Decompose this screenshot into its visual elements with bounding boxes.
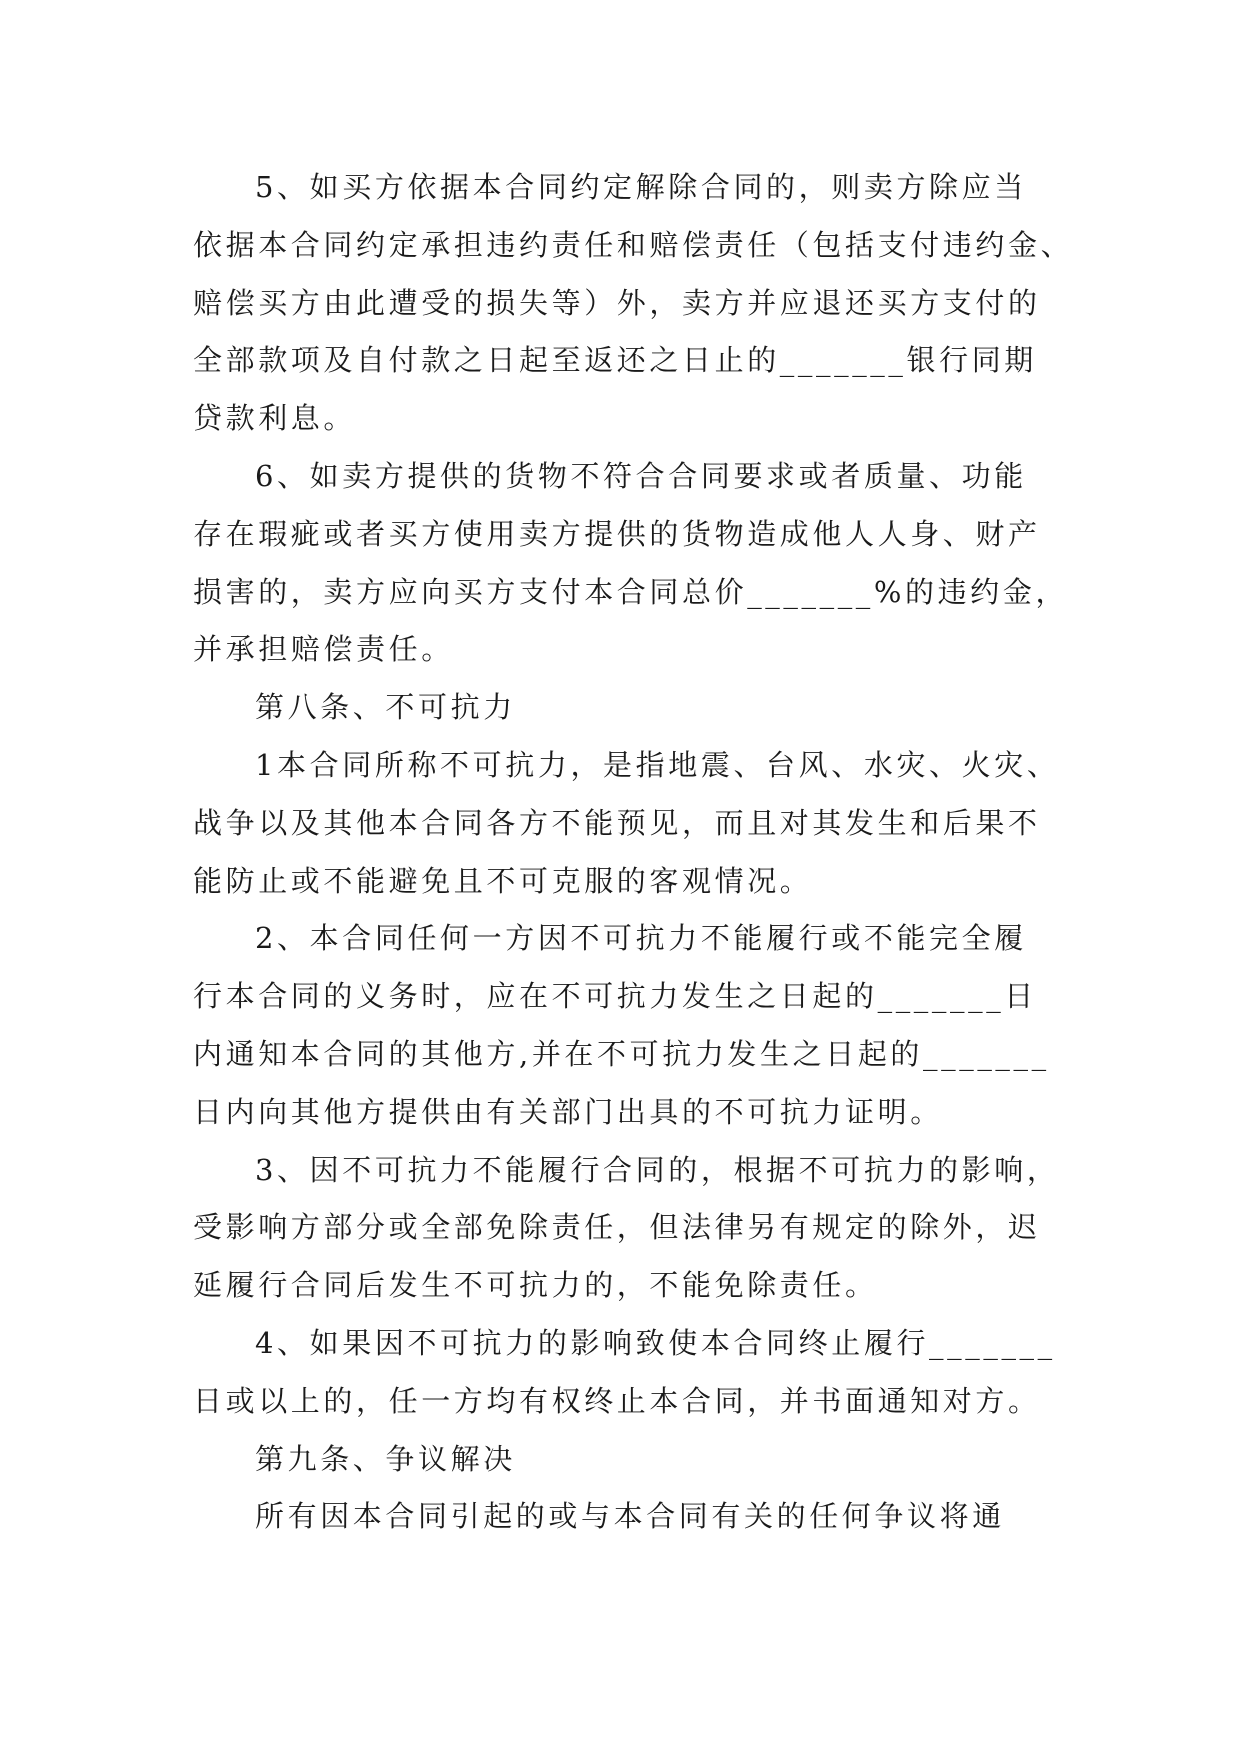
paragraph-line: 赔偿买方由此遭受的损失等）外，卖方并应退还买方支付的 [193,286,1041,320]
paragraph-line: 受影响方部分或全部免除责任，但法律另有规定的除外，迟 [193,1210,1041,1244]
paragraph-line: 所有因本合同引起的或与本合同有关的任何争议将通 [255,1499,1005,1533]
paragraph-line: 3、因不可抗力不能履行合同的，根据不可抗力的影响， [255,1153,1060,1187]
paragraph-line: 全部款项及自付款之日起至返还之日止的_______银行同期 [193,343,1037,377]
paragraph-line: 5、如买方依据本合同约定解除合同的，则卖方除应当 [255,170,1027,204]
paragraph-line: 能防止或不能避免且不可克服的客观情况。 [193,864,813,898]
paragraph-line: 2、本合同任何一方因不可抗力不能履行或不能完全履 [255,921,1027,955]
section-heading: 第九条、争议解决 [255,1442,516,1476]
paragraph-line: 依据本合同约定承担违约责任和赔偿责任（包括支付违约金、 [193,228,1074,262]
paragraph-line: 6、如卖方提供的货物不符合合同要求或者质量、功能 [255,459,1027,493]
paragraph-line: 损害的，卖方应向买方支付本合同总价_______%的违约金， [193,575,1069,609]
paragraph-line: 行本合同的义务时，应在不可抗力发生之日起的_______日 [193,979,1037,1013]
paragraph-line: 日或以上的，任一方均有权终止本合同，并书面通知对方。 [193,1384,1041,1418]
paragraph-line: 并承担赔偿责任。 [193,632,454,666]
paragraph-line: 1本合同所称不可抗力，是指地震、台风、水灾、火灾、 [255,748,1060,782]
paragraph-line: 存在瑕疵或者买方使用卖方提供的货物造成他人人身、财产 [193,517,1041,551]
paragraph-line: 延履行合同后发生不可抗力的，不能免除责任。 [193,1268,878,1302]
paragraph-line: 4、如果因不可抗力的影响致使本合同终止履行_______ [255,1326,1056,1360]
paragraph-line: 贷款利息。 [193,401,357,435]
section-heading: 第八条、不可抗力 [255,690,516,724]
paragraph-line: 日内向其他方提供由有关部门出具的不可抗力证明。 [193,1095,943,1129]
paragraph-line: 内通知本合同的其他方,并在不可抗力发生之日起的_______ [193,1037,1050,1071]
paragraph-line: 战争以及其他本合同各方不能预见，而且对其发生和后果不 [193,806,1041,840]
